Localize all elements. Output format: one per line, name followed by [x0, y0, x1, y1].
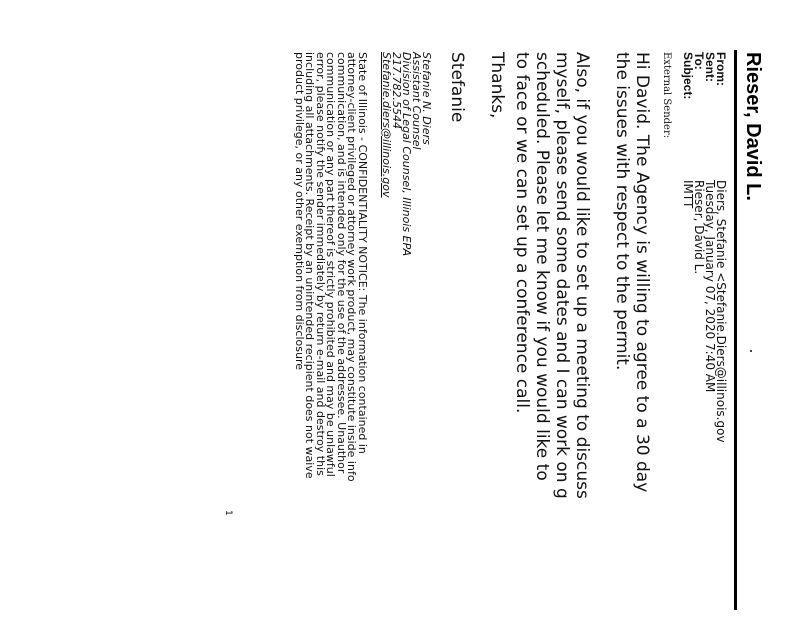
conf-line: communication, and is intended only for the use of the addressee. Unauthor: [335, 52, 348, 474]
conf-line: including all attachments. Receipt by an unintended recipient does not waive: [303, 52, 317, 479]
body-paragraph-2: [512, 52, 592, 499]
signature-phone: 217.782.5544: [390, 52, 403, 129]
header-divider: [734, 50, 737, 610]
meta-value: Rieser, David L.: [692, 180, 706, 275]
confidentiality-notice: [294, 52, 368, 612]
signature-block: [381, 52, 431, 256]
external-sender-notice: External Sender:: [661, 52, 672, 139]
body-line: Also, if you would like to set up a meeting to discuss: [572, 52, 592, 499]
conf-line: communication or any part thereof is strictly prohibited and may be unlawful: [324, 52, 338, 477]
meta-label: To:: [692, 52, 706, 70]
body-line: the issues with respect to the permit.: [612, 52, 632, 371]
meta-value: Tuesday, January 07, 2020 7:40 AM: [703, 180, 717, 393]
meta-label: Subject:: [681, 52, 695, 100]
conf-line: error, please notify the sender immediately by return e-mail and destroy this: [314, 52, 327, 476]
signature-title: Assistant Counsel: [410, 52, 423, 150]
sender-name-header: Rieser, David L.: [742, 52, 764, 201]
meta-label: From:: [714, 52, 728, 86]
conf-line: product privilege, or any other exemption from disclosure: [293, 52, 306, 370]
body-line: to face or we can set up a conference call.: [512, 52, 532, 414]
signature-email-link[interactable]: Stefanie.diers@illinois.gov: [380, 52, 393, 198]
body-paragraph-1: [612, 52, 652, 492]
conf-line: attorney-client privileged or attorney work product, may constitute inside info: [345, 52, 359, 482]
body-line: Hi David. The Agency is willing to agree to a 30 day: [632, 52, 652, 493]
closing-thanks: Thanks,: [487, 52, 507, 119]
body-line: myself, please send some dates and I can work on g: [552, 52, 572, 499]
conf-line: State of Illinois - CONFIDENTIALITY NOTICE: The information contained in: [356, 52, 369, 454]
meta-value: IMTT: [681, 180, 695, 209]
meta-value: Diers, Stefanie <Stefanie.Diers@illinois.gov: [714, 180, 728, 443]
body-line: scheduled. Please let me know if you would like to: [532, 52, 552, 481]
meta-label: Sent:: [703, 52, 717, 82]
closing-name: Stefanie: [447, 52, 467, 123]
signature-division: Division of Legal Counsel, Illinois EPA: [400, 52, 413, 257]
scan-speck: [750, 350, 752, 352]
page-number: 1: [223, 510, 233, 516]
signature-name: Stefanie N. Diers: [420, 52, 433, 145]
